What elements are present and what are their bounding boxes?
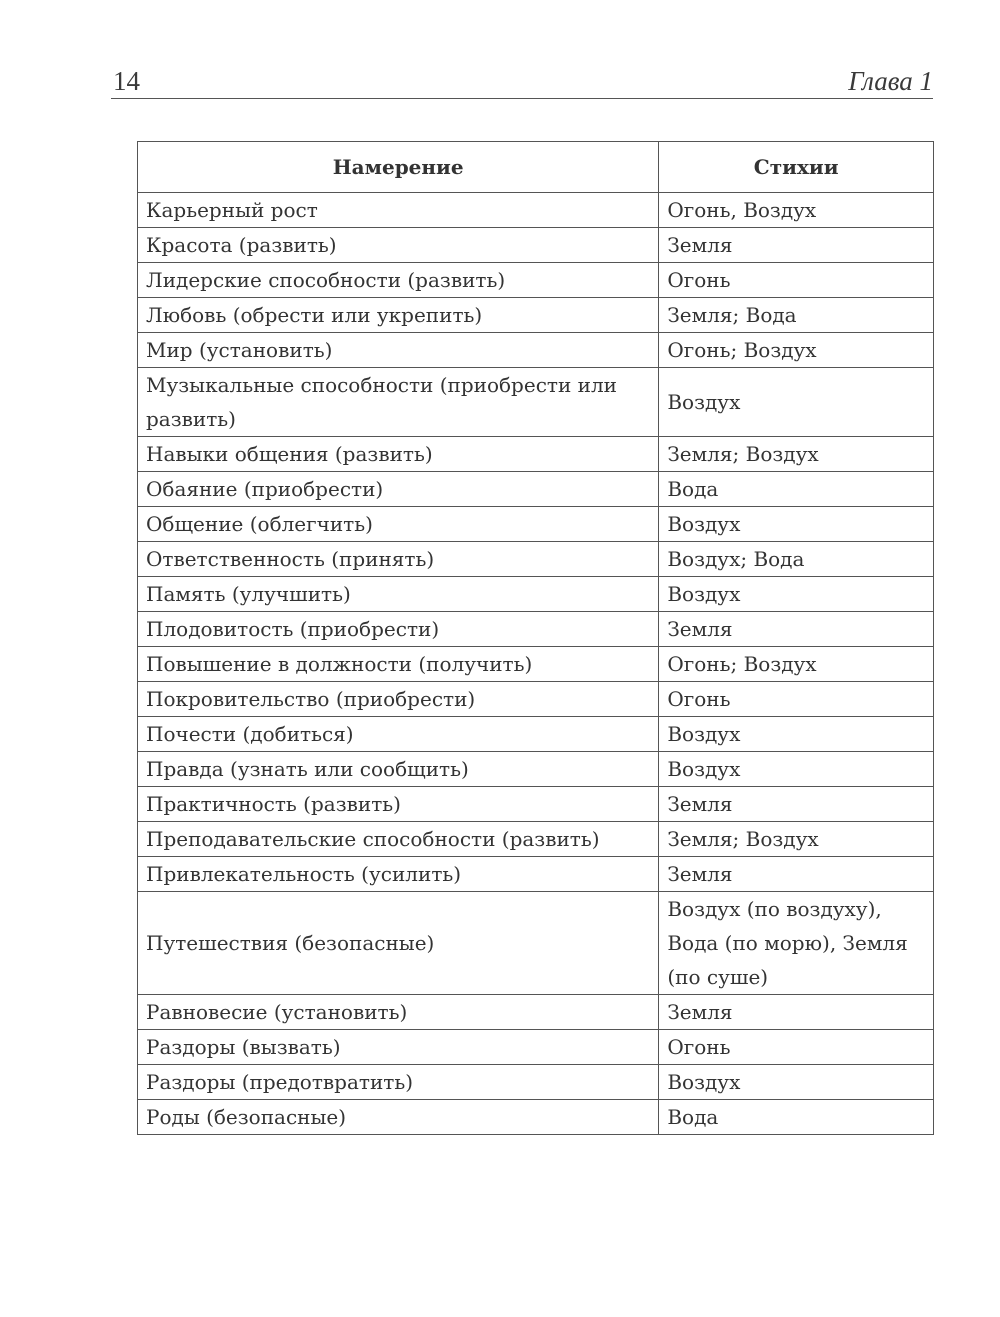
table-row: [138, 577, 934, 612]
intent-cell: Преподавательские способности (развить): [138, 822, 659, 857]
header-elements: Стихии: [659, 142, 934, 193]
intent-cell: Повышение в должности (получить): [138, 647, 659, 682]
table-row: [138, 822, 934, 857]
elements-cell: Вода: [659, 1100, 934, 1135]
intent-cell: Привлекательность (усилить): [138, 857, 659, 892]
elements-cell: Воздух: [659, 1065, 934, 1100]
table-row: [138, 507, 934, 542]
elements-cell: Огонь: [659, 682, 934, 717]
table-row: [138, 368, 934, 437]
elements-cell: Земля; Воздух: [659, 437, 934, 472]
elements-cell: Вода: [659, 472, 934, 507]
table-row: [138, 1100, 934, 1135]
table-row: [138, 263, 934, 298]
table-row: [138, 682, 934, 717]
table-row: [138, 228, 934, 263]
intent-cell: Ответственность (принять): [138, 542, 659, 577]
table-row: [138, 437, 934, 472]
table-row: [138, 542, 934, 577]
intent-cell: Карьерный рост: [138, 193, 659, 228]
elements-cell: Земля: [659, 612, 934, 647]
elements-cell: Земля: [659, 228, 934, 263]
elements-cell: Воздух: [659, 752, 934, 787]
elements-cell: Земля; Воздух: [659, 822, 934, 857]
table-row: [138, 787, 934, 822]
table-row: [138, 1030, 934, 1065]
intent-cell: Путешествия (безопасные): [138, 892, 659, 995]
intent-cell: Роды (безопасные): [138, 1100, 659, 1135]
intent-cell: Лидерские способности (развить): [138, 263, 659, 298]
intent-cell: Равновесие (установить): [138, 995, 659, 1030]
table-row: [138, 298, 934, 333]
intent-cell: Любовь (обрести или укрепить): [138, 298, 659, 333]
elements-cell: Земля; Вода: [659, 298, 934, 333]
table-body: [138, 193, 934, 1135]
elements-cell: Земля: [659, 787, 934, 822]
table-row: [138, 995, 934, 1030]
intentions-elements-table: [137, 141, 934, 1135]
table-row: [138, 857, 934, 892]
elements-cell: Огонь: [659, 263, 934, 298]
intent-cell: Раздоры (предотвратить): [138, 1065, 659, 1100]
elements-cell: Воздух: [659, 717, 934, 752]
table-row: [138, 717, 934, 752]
intent-cell: Красота (развить): [138, 228, 659, 263]
table-row: [138, 1065, 934, 1100]
intent-cell: Музыкальные способности (приобрести или развить): [138, 368, 659, 437]
elements-cell: Земля: [659, 857, 934, 892]
elements-cell: Земля: [659, 995, 934, 1030]
elements-cell: Огонь; Воздух: [659, 333, 934, 368]
running-head: [111, 62, 933, 99]
intent-cell: Навыки общения (развить): [138, 437, 659, 472]
intent-cell: Почести (добиться): [138, 717, 659, 752]
elements-cell: Воздух: [659, 507, 934, 542]
chapter-title: Глава 1: [848, 66, 933, 96]
intent-cell: Мир (установить): [138, 333, 659, 368]
intent-cell: Правда (узнать или сообщить): [138, 752, 659, 787]
intent-cell: Память (улучшить): [138, 577, 659, 612]
elements-cell: Воздух (по воздуху), Вода (по морю), Земля (по суше): [659, 892, 934, 995]
elements-cell: Огонь, Воздух: [659, 193, 934, 228]
intent-cell: Раздоры (вызвать): [138, 1030, 659, 1065]
header-intent: Намерение: [138, 142, 659, 193]
elements-cell: Воздух: [659, 368, 934, 437]
intent-cell: Покровительство (приобрести): [138, 682, 659, 717]
elements-cell: Огонь; Воздух: [659, 647, 934, 682]
table-row: [138, 647, 934, 682]
intent-cell: Практичность (развить): [138, 787, 659, 822]
table-row: [138, 472, 934, 507]
table-row: [138, 752, 934, 787]
page-number: 14: [113, 66, 140, 96]
elements-cell: Воздух: [659, 577, 934, 612]
table-row: [138, 612, 934, 647]
table-header-row: [138, 142, 934, 193]
elements-cell: Воздух; Вода: [659, 542, 934, 577]
table-row: [138, 333, 934, 368]
intent-cell: Обаяние (приобрести): [138, 472, 659, 507]
intent-cell: Общение (облегчить): [138, 507, 659, 542]
elements-cell: Огонь: [659, 1030, 934, 1065]
table-row: [138, 193, 934, 228]
table-row: [138, 892, 934, 995]
intent-cell: Плодовитость (приобрести): [138, 612, 659, 647]
